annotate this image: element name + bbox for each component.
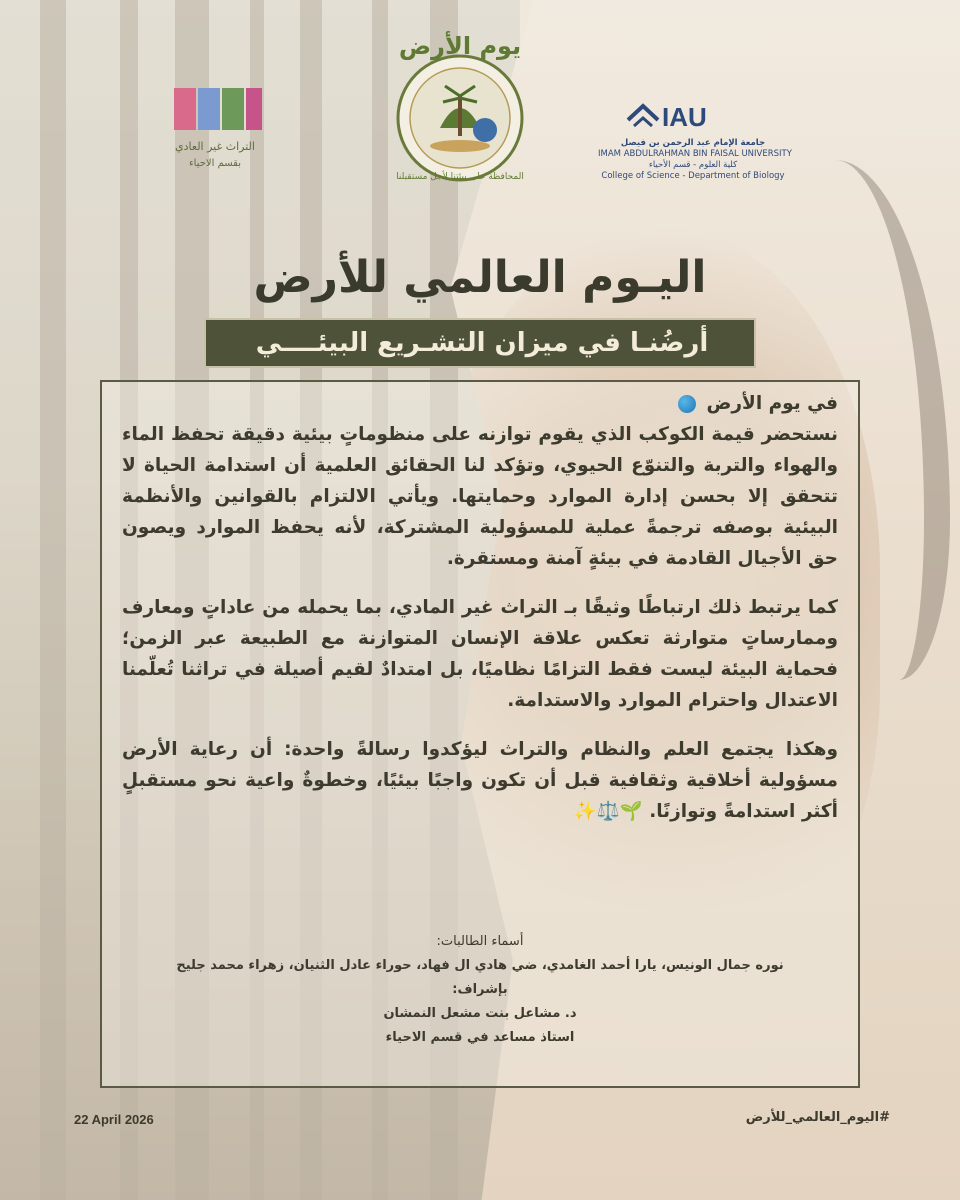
heritage-logo-line1: التراث غير العادي <box>175 140 255 153</box>
credits <box>102 930 858 1050</box>
post-date: 22 April 2026 <box>74 1112 154 1127</box>
iau-name-en: IMAM ABDULRAHMAN BIN FAISAL UNIVERSITY <box>598 149 792 159</box>
subtitle-text: أرضُنـا في ميزان التشـريع البيئــــي <box>255 328 709 358</box>
iau-name-ar: جامعة الإمام عبد الرحمن بن فيصل <box>620 138 766 148</box>
content-card <box>100 380 860 1088</box>
emblem-title: يوم الأرض <box>398 32 522 60</box>
iau-logo <box>598 98 792 183</box>
globe-icon <box>678 395 696 413</box>
lead-line <box>122 388 838 419</box>
paragraph-1: نستحضر قيمة الكوكب الذي يقوم توازنه على منظوماتٍ بيئية دقيقة تحفظ الماء والهواء والتربة والتنوّع الحيوي، وتؤكد لنا الحقائق العلمية أن استدامة الحياة لا تتحقق إلا بحسن إدارة الموارد وحمايتها. ويأتي الالتزام بالقوانين والأنظمة البيئية بوصفه ترجمةً عملية للمسؤولية المشتركة، لأنه يحفظ الموارد ويصون حق الأجيال القادمة في بيئةٍ آمنة ومستقرة. <box>122 424 838 569</box>
iau-college-en: College of Science - Department of Biology <box>601 171 785 181</box>
emblem-motto: المحافظة على بيئتنا لأجل مستقبلنا <box>396 172 524 182</box>
supervisor-title: استاذ مساعد في قسم الاحياء <box>385 1030 575 1045</box>
paragraph-3: وهكذا يجتمع العلم والنظام والتراث ليؤكدوا رسالةً واحدة: أن رعاية الأرض مسؤولية أخلاقية وثقافية قبل أن تكون واجبًا بيئيًا، وخطوةٌ واعية نحو مستقبلٍ أكثر استدامةً وتوازنًا. 🌱⚖️✨ <box>122 739 838 822</box>
students-label: أسماء الطالبات: <box>436 934 524 949</box>
earth-day-emblem <box>385 18 535 188</box>
heritage-logo <box>160 88 270 178</box>
students-names: نوره جمال الونيس، يارا أحمد الغامدي، ضي هادي ال فهاد، حوراء عادل الثنيان، زهراء محمد جليح <box>176 958 784 973</box>
iau-college-ar: كلية العلوم - قسم الأحياء <box>648 160 738 170</box>
heritage-logo-line2: بقسم الاحياء <box>188 158 242 169</box>
iau-abbr: IAU <box>662 102 707 132</box>
article-body <box>122 388 838 845</box>
iau-mark-icon <box>624 98 662 136</box>
subtitle-banner <box>204 318 756 368</box>
page-title: اليـوم العالمي للأرض <box>253 252 707 303</box>
lead-text: في يوم الأرض <box>706 393 838 414</box>
hashtag-link[interactable]: #اليوم_العالمي_للأرض <box>745 1110 890 1125</box>
paragraph-2: كما يرتبط ذلك ارتباطًا وثيقًا بـ التراث غير المادي، بما يحمله من عاداتٍ ومعارف وممارساتٍ متوارثة تعكس علاقة الإنسان المتوازنة مع الطبيعة عبر الزمن؛ فحماية البيئة ليست فقط التزامًا نظاميًا، بل امتدادٌ لقيم أصيلة في تراثنا تُعلّمنا الاعتدال واحترام الموارد والاستدامة. <box>122 597 838 711</box>
supervisor-name: د. مشاعل بنت مشعل النمشان <box>383 1006 577 1021</box>
supervision-label: بإشراف: <box>452 982 508 997</box>
